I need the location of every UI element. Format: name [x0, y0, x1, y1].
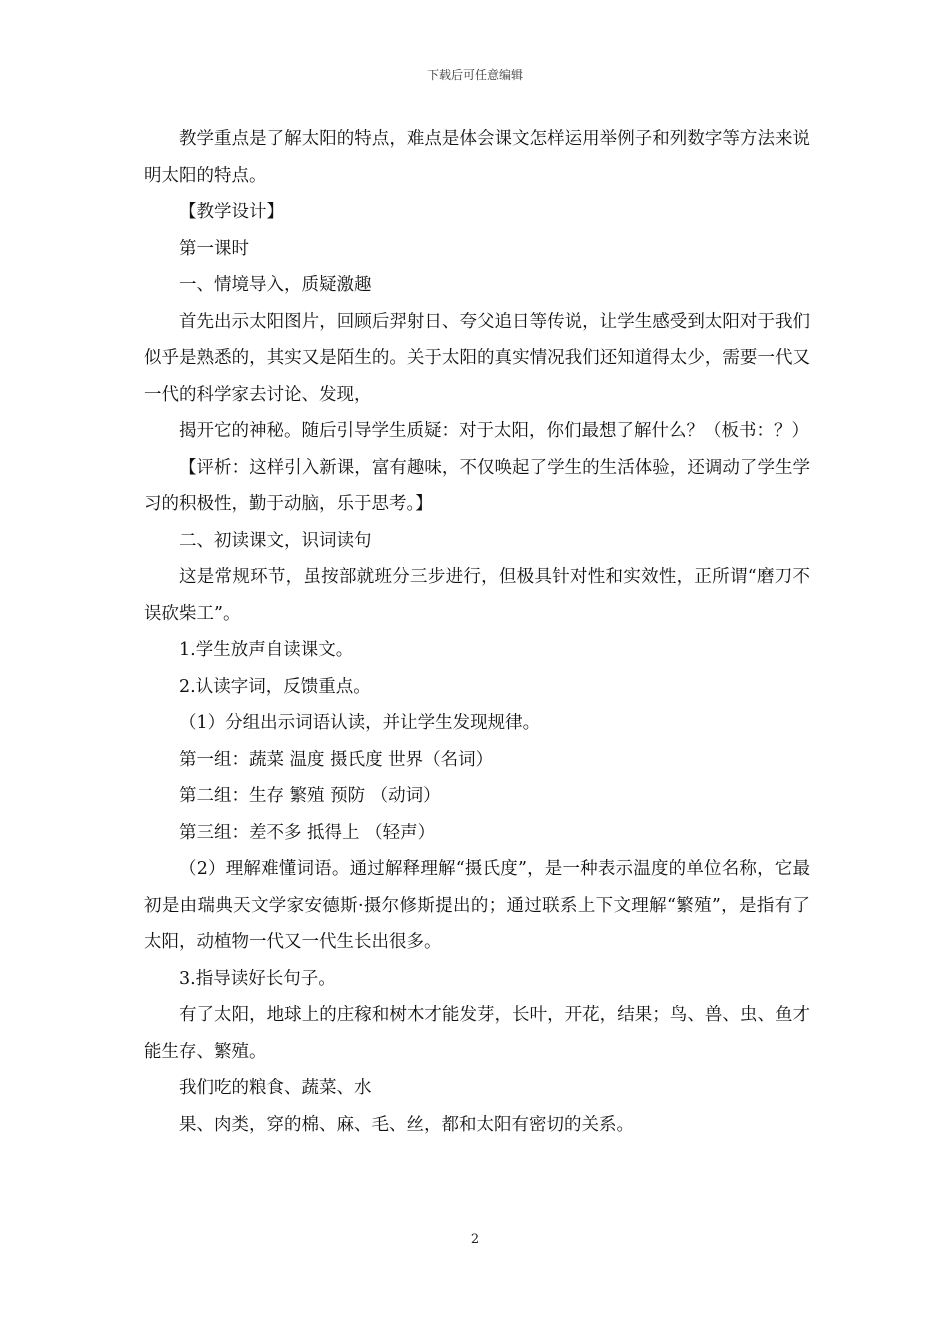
example-sentence: 有了太阳，地球上的庄稼和树木才能发芽，长叶，开花，结果；鸟、兽、虫、鱼才能生存、繁殖。 [144, 1005, 810, 1062]
paragraph: 这是常规环节，虽按部就班分三步进行，但极具针对性和实效性，正所谓“磨刀不误砍柴工”。 [144, 567, 810, 624]
document-body [144, 121, 810, 1143]
sub-list-item: （2）理解难懂词语。通过解释理解“摄氏度”，是一种表示温度的单位名称，它最初是由瑞典天文学家安德斯·摄尔修斯提出的；通过联系上下文理解“繁殖”，是指有了太阳，动植物一代又一代生长出很多。 [144, 859, 810, 952]
page-number: 2 [470, 1232, 480, 1247]
list-item: 3.指导读好长句子。 [179, 968, 336, 989]
list-item: 1.学生放声自读课文。 [179, 640, 354, 660]
lesson-heading: 第一课时 [179, 238, 249, 259]
word-group: 第三组：差不多 抵得上 （轻声） [179, 822, 436, 843]
list-item: 2.认读字词，反馈重点。 [179, 676, 371, 697]
word-group: 第二组：生存 繁殖 预防 （动词） [179, 786, 441, 806]
page-header: 下载后可任意编辑 [426, 68, 523, 82]
word-group: 第一组：蔬菜 温度 摄氏度 世界（名词） [179, 749, 494, 770]
section-heading: 【教学设计】 [179, 202, 284, 222]
example-sentence: 果、肉类，穿的棉、麻、毛、丝，都和太阳有密切的关系。 [179, 1114, 634, 1135]
example-sentence: 我们吃的粮食、蔬菜、水 [179, 1078, 372, 1098]
comment-paragraph: 【评析：这样引入新课，富有趣味，不仅唤起了学生的生活体验，还调动了学生学习的积极性，勤于动脑，乐于思考。】 [144, 457, 810, 514]
paragraph: 教学重点是了解太阳的特点，难点是体会课文怎样运用举例子和列数字等方法来说明太阳的特点。 [144, 129, 810, 186]
paragraph: 首先出示太阳图片，回顾后羿射日、夸父追日等传说，让学生感受到太阳对于我们似乎是熟悉的，其实又是陌生的。关于太阳的真实情况我们还知道得太少，需要一代又一代的科学家去讨论、发现， [144, 311, 810, 405]
sub-list-item: （1）分组出示词语认读，并让学生发现规律。 [179, 713, 541, 733]
paragraph: 揭开它的神秘。随后引导学生质疑：对于太阳，你们最想了解什么？（板书：？） [179, 421, 809, 441]
step-heading: 一、情境导入，质疑激趣 [179, 275, 372, 295]
step-heading: 二、初读课文，识词读句 [179, 530, 372, 551]
